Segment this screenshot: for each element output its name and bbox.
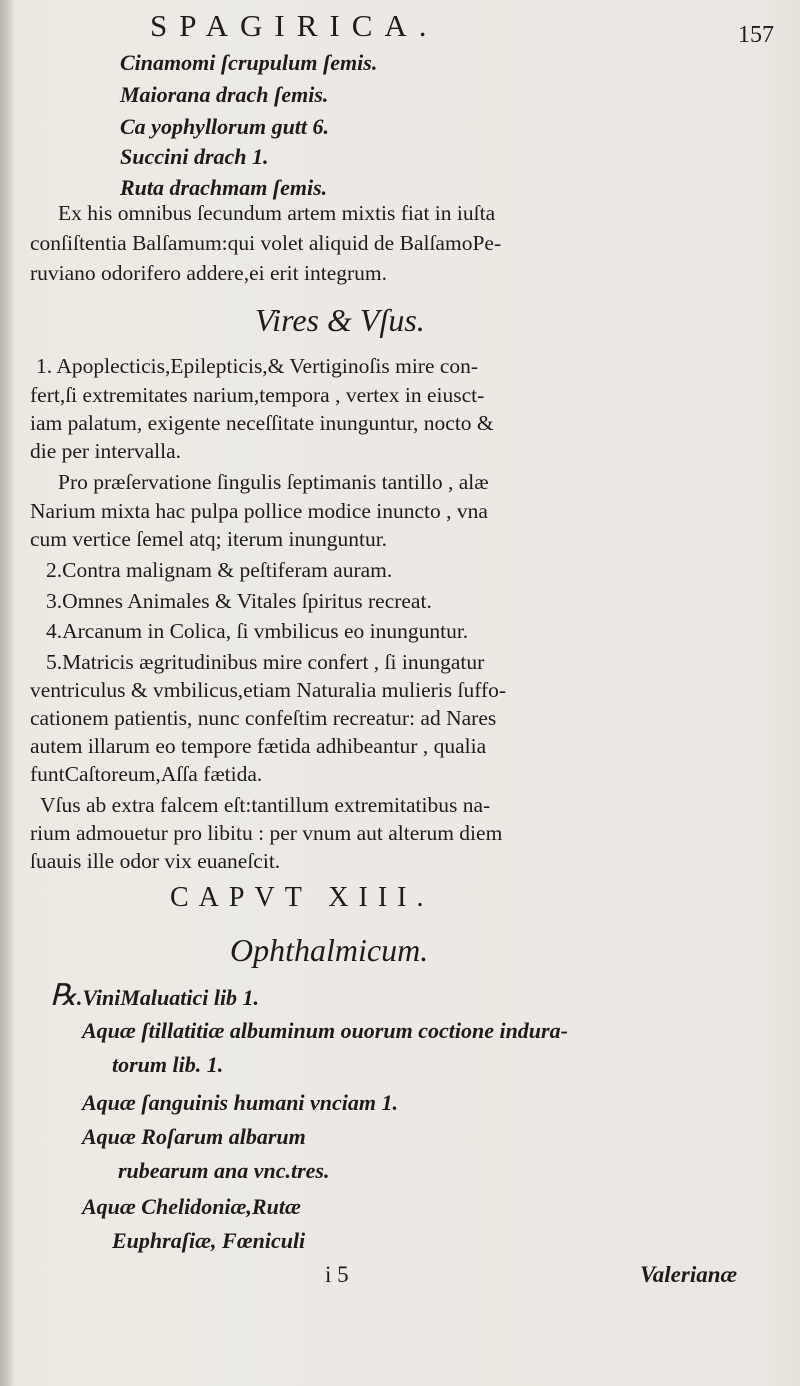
text-line: fert,ſi extremitates narium,tempora , vertex in eiusct- (30, 383, 485, 407)
text-line: cationem patientis, nunc confeſtim recreatur: ad Nares (30, 706, 497, 730)
recipe-line: Ruta drachmam ſemis. (120, 175, 328, 200)
text-line: 3.Omnes Animales & Vitales ſpiritus recreat. (46, 589, 432, 613)
catchword: Valerianæ (640, 1262, 738, 1287)
running-title: SPAGIRICA. (150, 8, 439, 43)
recipe-line: Ca yophyllorum gutt 6. (120, 114, 330, 139)
text-line: 5.Matricis ægritudinibus mire confert , ſi inungatur (46, 650, 485, 674)
recipe-line: Succini drach 1. (120, 144, 269, 169)
text-line: 1. Apoplecticis,Epilepticis,& Vertiginoſis mire con- (36, 354, 479, 378)
recipe-line (50, 978, 259, 1013)
text-line: ventriculus & vmbilicus,etiam Naturalia mulieris ſuffo- (30, 678, 507, 702)
chapter-heading: CAPVT XIII. (170, 882, 434, 913)
text-line: Ex his omnibus ſecundum artem mixtis fiat in iuſta (58, 201, 496, 225)
recipe-line: rubearum ana vnc.tres. (118, 1158, 330, 1183)
recipe-title: Ophthalmicum. (230, 932, 429, 968)
recipe-line: Aquæ Roſarum albarum (82, 1124, 306, 1149)
text-line: iam palatum, exigente neceſſitate inunguntur, nocto & (30, 411, 494, 435)
text-line: 2.Contra malignam & peſtiferam auram. (46, 558, 393, 582)
recipe-line: Aquæ ſtillatitiæ albuminum ouorum coctione indura- (82, 1018, 568, 1043)
text-line: 4.Arcanum in Colica, ſi vmbilicus eo inunguntur. (46, 619, 469, 643)
recipe-line: Aquæ Chelidoniæ,Rutæ (82, 1194, 301, 1219)
page-number: 157 (738, 22, 774, 48)
text-line: Pro præſervatione ſingulis ſeptimanis tantillo , alæ (58, 470, 489, 494)
text-line: funtCaſtoreum,Aſſa fætida. (30, 762, 263, 786)
recipe-line: torum lib. 1. (112, 1052, 224, 1077)
text-line: Vſus ab extra falcem eſt:tantillum extremitatibus na- (40, 793, 491, 817)
recipe-line: Aquæ ſanguinis humani vnciam 1. (82, 1090, 399, 1115)
text-line: ſuauis ille odor vix euaneſcit. (30, 849, 281, 873)
recipe-line: Euphraſiæ, Fœniculi (112, 1228, 306, 1253)
gutter-shadow (0, 0, 14, 1386)
recipe-line-text: .ViniMaluatici lib 1. (76, 985, 260, 1010)
text-line: ruviano odorifero addere,ei erit integrum. (30, 261, 387, 285)
text-line: Narium mixta hac pulpa pollice modice inuncto , vna (30, 499, 488, 523)
signature-mark: i 5 (325, 1262, 349, 1287)
recipe-symbol-icon: ℞ (50, 979, 77, 1012)
text-line: cum vertice ſemel atq; iterum inunguntur. (30, 527, 388, 551)
text-line: autem illarum eo tempore fætida adhibeantur , qualia (30, 734, 487, 758)
text-line: rium admouetur pro libitu : per vnum aut alterum diem (30, 821, 503, 845)
text-line: die per intervalla. (30, 439, 182, 463)
recipe-line: Maiorana drach ſemis. (120, 82, 329, 107)
recipe-line: Cinamomi ſcrupulum ſemis. (120, 50, 378, 75)
text-line: conſiſtentia Balſamum:qui volet aliquid de BalſamoPe- (30, 231, 502, 255)
section-heading: Vires & Vſus. (255, 302, 425, 338)
